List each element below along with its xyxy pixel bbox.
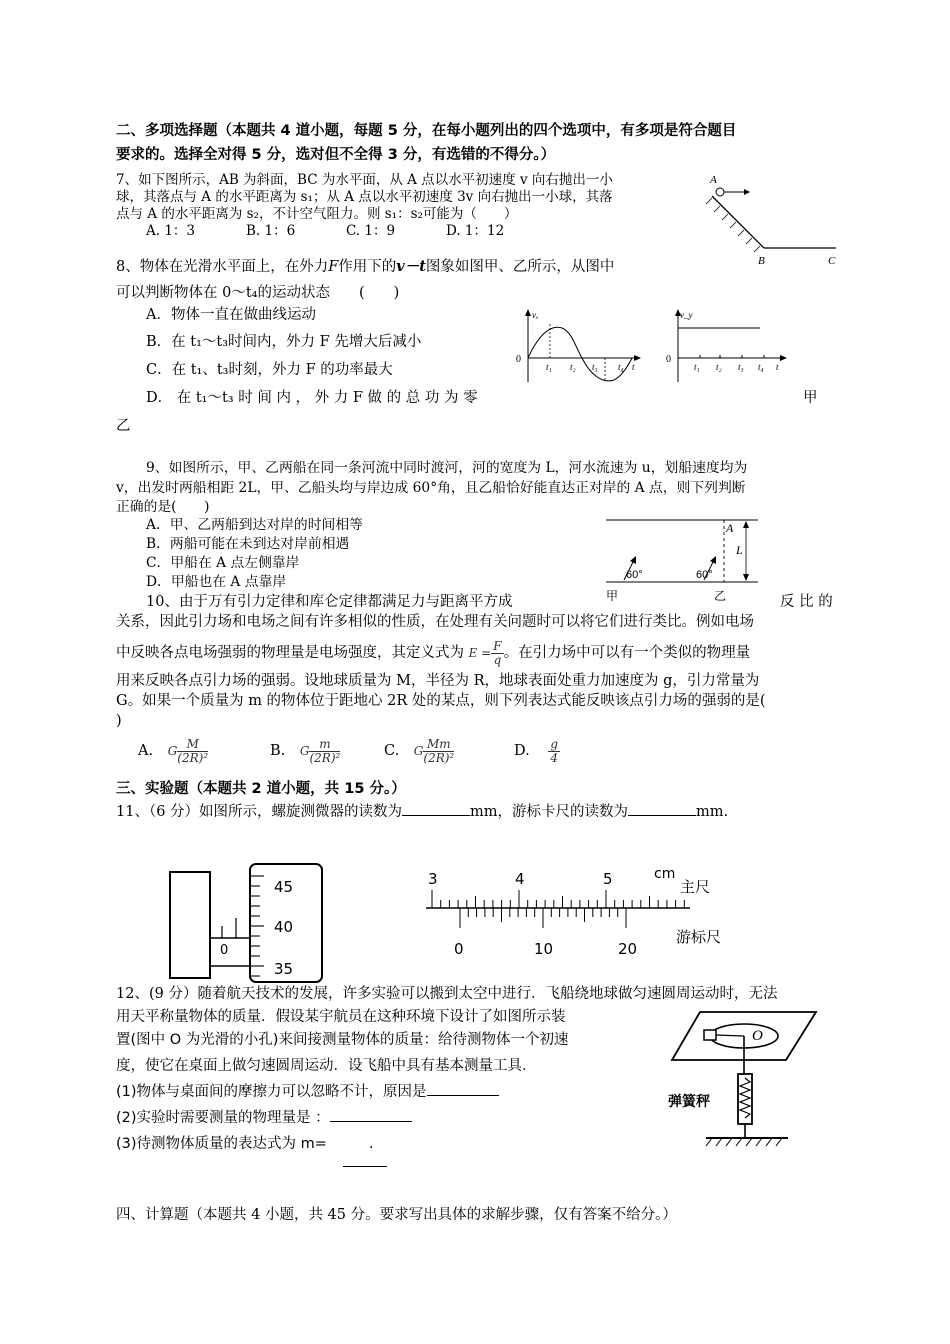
q11-caliper-main-name: 主尺 — [680, 878, 711, 896]
q10-def-lhs: E = — [468, 646, 492, 660]
q8-graph1-origin: 0 — [516, 354, 521, 365]
q8-graph1-t4: t₄ — [618, 362, 624, 372]
q8-graph2-xlabel: t — [776, 362, 779, 372]
q8-graph1-xlabel: t — [632, 362, 635, 372]
q11-micrometer-zero: 0 — [220, 943, 229, 958]
q8-graph1-t1: t₁ — [546, 362, 552, 372]
q10-option-a-pre: G — [167, 744, 178, 758]
q8-option-b: B．在 t₁～t₃时间内，外力 F 先增大后减小 — [146, 334, 422, 350]
q8-graph-yi — [660, 306, 800, 386]
q12-line1: 12、(9 分）随着航天技术的发展，许多实验可以搬到太空中进行．飞船绕地球做匀速圆周运动时，无法 — [116, 986, 778, 1002]
q7-option-b: B. 1：6 — [246, 223, 296, 239]
q11-caliper-vernier-0: 0 — [454, 940, 464, 958]
q9-label-l: L — [736, 543, 743, 557]
q11-micrometer-figure — [166, 862, 326, 984]
q10-option-d — [514, 734, 560, 768]
q12-part3-blank[interactable] — [343, 1166, 387, 1167]
q11-micrometer-35: 35 — [274, 960, 294, 978]
section2-heading-line2: 要求的。选择全对得 5 分，选对但不全得 3 分，有选错的不得分。） — [116, 147, 556, 163]
q12-part2-blank[interactable] — [330, 1121, 412, 1122]
q11-caliper-vernier-20: 20 — [618, 940, 638, 958]
q8-force-symbol: F — [328, 259, 339, 275]
q10-option-a — [138, 734, 208, 768]
q7-option-a: A. 1：3 — [146, 223, 196, 239]
q12-line2: 用天平称量物体的质量．假设某宇航员在这种环境下设计了如图所示装 — [116, 1009, 566, 1025]
q10-line3a: 中反映各点电场强弱的物理量是电场强度，其定义式为 — [116, 645, 464, 661]
q11-caliper-main-3: 3 — [428, 870, 438, 888]
q10-option-a-label: A. — [138, 743, 154, 759]
q8-graph2-t4: t₄ — [758, 362, 764, 372]
q10-line4: 用来反映各点引力场的强弱。设地球质量为 M，半径为 R，地球表面处重力加速度为 g，引力常量为 — [116, 673, 760, 689]
q7-option-c: C. 1：9 — [346, 223, 396, 239]
q10-option-d-fraction — [548, 738, 560, 765]
q12-label-spring-scale: 弹簧秤 — [668, 1094, 710, 1110]
q11-caliper-figure — [418, 858, 748, 968]
q8-graph2-ylabel: v_y — [680, 310, 693, 320]
q12-apparatus-figure — [660, 1002, 830, 1152]
q10-option-b-pre: G — [299, 744, 310, 758]
section3-heading: 三、实验题（本题共 2 道小题，共 15 分。） — [116, 781, 406, 797]
q9-option-a: A．甲、乙两船到达对岸的时间相等 — [146, 517, 363, 533]
q11-text-b: mm，游标卡尺的读数为 — [470, 804, 629, 820]
q10-def-num: F — [493, 638, 502, 653]
q9-line2: v，出发时两船相距 2L，甲、乙船头均与岸边成 60°角，且乙船恰好能直达正对岸的 A 点，则下列判断 — [116, 480, 746, 496]
q8-vt-symbol: v－t — [396, 258, 426, 275]
q9-option-b: B．两船可能在未到达对岸前相遇 — [146, 536, 350, 552]
q9-label-jia: 甲 — [606, 589, 619, 603]
q11-blank-caliper[interactable] — [628, 815, 696, 816]
q10-option-d-label: D. — [514, 743, 530, 759]
q12-part3-text: (3)待测物体质量的表达式为 m= — [116, 1136, 327, 1152]
q8-label-jia: 甲 — [803, 390, 818, 406]
q11-caliper-unit: cm — [654, 866, 676, 882]
section4-heading: 四、计算题（本题共 4 小题，共 45 分。要求写出具体的求解步骤，仅有答案不给分。） — [116, 1207, 677, 1223]
q9-line3: 正确的是( ) — [116, 499, 210, 515]
q7-label-b: B — [758, 255, 765, 267]
q11-caliper-main-5: 5 — [603, 870, 613, 888]
q7-option-d: D. 1：12 — [446, 223, 505, 239]
q10-line3b: 。在引力场中可以有一个类似的物理量 — [503, 645, 751, 661]
q10-option-c-num: Mm — [423, 738, 454, 752]
q10-option-a-num: M — [177, 738, 208, 752]
q8-graph1-ylabel: vₓ — [532, 310, 539, 320]
q7-line3: 点与 A 的水平距离为 s₂，不计空气阻力。则 s₁：s₂可能为（ ） — [116, 206, 518, 222]
q8-graph-jia — [510, 306, 650, 386]
q9-label-yi: 乙 — [714, 589, 727, 603]
q12-part2 — [116, 1109, 412, 1127]
q8-option-d: D． 在 t₁～t₃ 时 间 内 ， 外 力 F 做 的 总 功 为 零 — [146, 390, 478, 406]
q7-line2: 球，其落点与 A 的水平距离为 s₁；从 A 点以水平初速度 3v 向右抛出一小球，其落 — [116, 189, 613, 205]
q10-option-c-fraction — [423, 738, 454, 765]
q10-def-fraction — [491, 640, 503, 667]
q10-option-c-label: C. — [384, 743, 400, 759]
q8-graph2-t3: t₃ — [738, 362, 744, 372]
q9-option-d: D．甲船也在 A 点靠岸 — [146, 574, 287, 590]
q10-option-d-num: g — [550, 736, 559, 751]
q7-label-a: A — [710, 174, 717, 186]
q8-option-c: C．在 t₁、t₃时刻，外力 F 的功率最大 — [146, 362, 393, 378]
q10-option-b-fraction — [309, 738, 340, 765]
q11-caliper-vernier-10: 10 — [534, 940, 554, 958]
q11-blank-micrometer[interactable] — [402, 815, 470, 816]
q10-def-den: q — [493, 652, 502, 667]
q10-line1a: 10、由于万有引力定律和库仑定律都满足力与距离平方成 — [146, 594, 513, 610]
q12-part1 — [116, 1083, 499, 1101]
q12-part1-blank[interactable] — [427, 1095, 499, 1096]
q8-line1-a: 8、物体在光滑水平面上，在外力 — [116, 259, 329, 275]
q8-graph2-t2: t₂ — [716, 362, 722, 372]
q12-part3 — [116, 1135, 374, 1153]
q10-option-c-pre: G — [413, 744, 424, 758]
q12-part1-text: (1)物体与桌面间的摩擦力可以忽略不计，原因是 — [116, 1084, 427, 1100]
q12-line4: 度，使它在桌面上做匀速圆周运动．设飞船中具有基本测量工具． — [116, 1058, 537, 1074]
q9-option-c: C．甲船在 A 点左侧靠岸 — [146, 555, 300, 571]
q7-line1: 7、如下图所示，AB 为斜面，BC 为水平面，从 A 点以水平初速度 v 向右抛出一小 — [116, 172, 613, 188]
q10-option-a-den: (2R)² — [177, 750, 209, 765]
q10-line3 — [116, 639, 750, 667]
q8-line1 — [116, 258, 614, 276]
q10-option-a-fraction — [177, 738, 208, 765]
q11-caliper-main-4: 4 — [515, 870, 525, 888]
q10-line2: 关系，因此引力场和电场之间有许多相似的性质，在处理有关问题时可以将它们进行类比。例如电场 — [116, 614, 754, 630]
q8-graph2-t1: t₁ — [694, 362, 700, 372]
q11-caliper-vernier-name: 游标尺 — [676, 928, 722, 946]
q10-option-b-num: m — [309, 738, 340, 752]
q8-line2: 可以判断物体在 0～t₄的运动状态 ( ) — [116, 285, 400, 301]
q10-option-c-den: (2R)² — [423, 750, 455, 765]
q8-graph1-t3: t₃ — [592, 362, 598, 372]
q9-label-a: A — [726, 521, 734, 535]
q10-option-c — [384, 734, 454, 768]
q9-angle-jia: 60° — [626, 569, 643, 581]
q10-line1b: 反 比 的 — [780, 594, 833, 610]
q11-micrometer-40: 40 — [274, 918, 294, 936]
q8-graph1-t2: t₂ — [570, 362, 576, 372]
q7-slope-figure — [690, 168, 850, 268]
q12-part3-period: . — [368, 1136, 374, 1152]
q11-text — [116, 803, 728, 821]
q10-option-b-den: (2R)² — [309, 750, 341, 765]
q8-line1-c: 图象如图甲、乙所示，从图中 — [425, 259, 615, 275]
q8-graph2-origin: 0 — [666, 354, 671, 365]
q8-option-a: A．物体一直在做曲线运动 — [146, 307, 316, 323]
q10-line6: ) — [116, 713, 122, 729]
q12-line3: 置(图中 O 为光滑的小孔)来间接测量物体的质量：给待测物体一个初速 — [116, 1032, 569, 1048]
q10-option-b — [270, 734, 340, 768]
q9-line1: 9、如图所示，甲、乙两船在同一条河流中同时渡河，河的宽度为 L，河水流速为 u，划船速度均为 — [146, 460, 748, 476]
q10-option-b-label: B. — [270, 743, 286, 759]
q7-label-c: C — [828, 255, 836, 267]
q11-micrometer-45: 45 — [274, 878, 294, 896]
q11-text-a: 11、（6 分）如图所示，螺旋测微器的读数为 — [116, 804, 403, 820]
q12-part2-text: (2)实验时需要测量的物理量是 ： — [116, 1110, 330, 1126]
q11-text-c: mm. — [696, 804, 729, 820]
q9-angle-yi: 60° — [696, 569, 713, 581]
q9-river-figure — [600, 512, 770, 604]
section2-heading-line1: 二、多项选择题（本题共 4 道小题，每题 5 分，在每小题列出的四个选项中，有多项是符合题目 — [116, 123, 737, 139]
q12-label-o: O — [752, 1028, 763, 1044]
q10-line5: G。如果一个质量为 m 的物体位于距地心 2R 处的某点，则下列表达式能反映该点引力场的强弱的是( — [116, 693, 766, 709]
q8-label-yi: 乙 — [116, 418, 131, 434]
q10-option-d-den: 4 — [550, 750, 558, 765]
q8-line1-b: 作用下的 — [338, 259, 397, 275]
